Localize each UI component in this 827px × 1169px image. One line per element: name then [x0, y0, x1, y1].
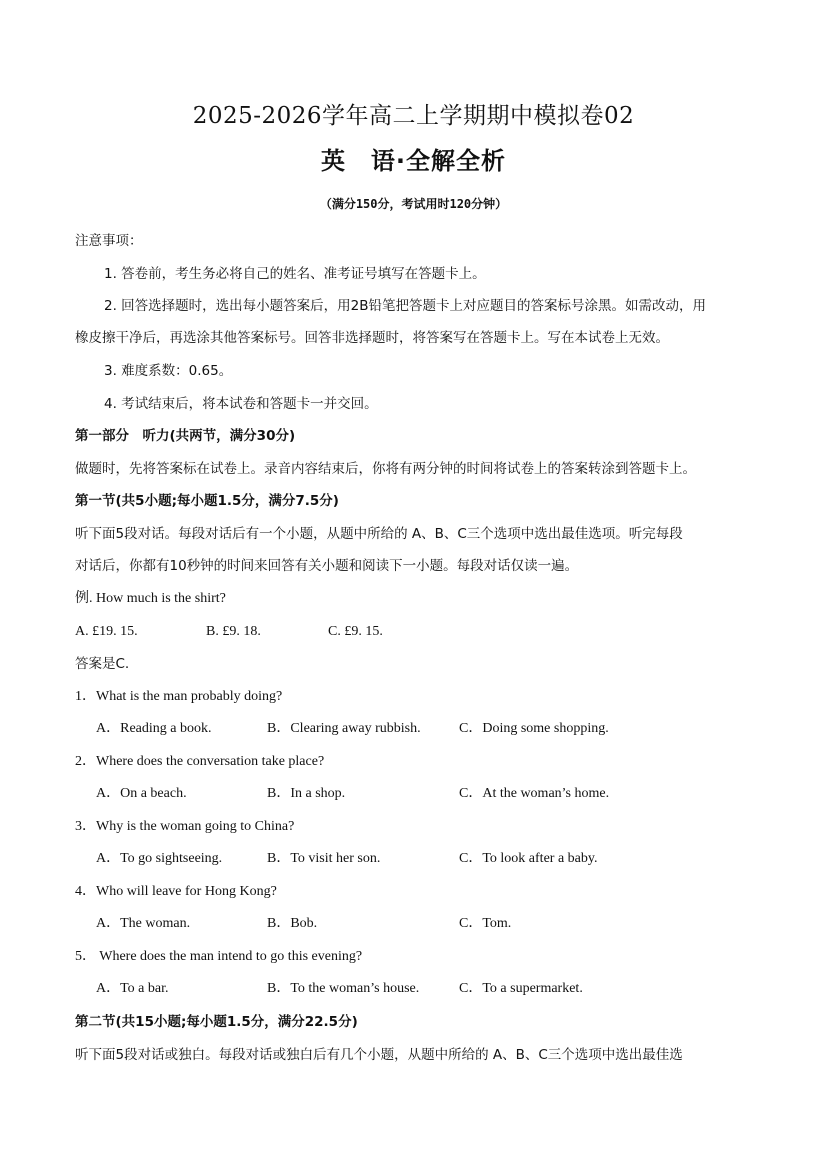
page-title: 2025-2026学年高二上学期期中模拟卷02 — [192, 103, 635, 129]
notice-item-4: 4. 考试结束后，将本试卷和答题卡一并交回。 — [104, 396, 378, 412]
question-3: 3．Why is the woman going to China? — [75, 819, 295, 834]
notice-item-3: 3. 难度系数：0.65。 — [104, 363, 233, 379]
notice-item-2-cont: 橡皮擦干净后，再选涂其他答案标号。回答非选择题时，将答案写在答题卡上。写在本试卷上无效。 — [75, 330, 669, 346]
q3-option-a: A．To go sightseeing. — [96, 851, 223, 866]
notice-heading: 注意事项： — [75, 233, 143, 249]
section1-intro-1: 听下面5段对话。每段对话后有一个小题，从题中所给的 A、B、C三个选项中选出最佳选项。听完每段 — [75, 526, 683, 542]
q2-option-c: C．At the woman’s home. — [459, 786, 610, 801]
q2-option-a: A．On a beach. — [96, 786, 187, 801]
q1-option-b: B．Clearing away rubbish. — [267, 721, 421, 736]
section1-intro-2: 对话后，你都有10秒钟的时间来回答有关小题和阅读下一小题。每段对话仅读一遍。 — [75, 558, 579, 574]
q5-option-a: A．To a bar. — [96, 981, 169, 996]
question-1: 1．What is the man probably doing? — [75, 689, 283, 704]
q5-option-c: C．To a supermarket. — [459, 981, 583, 996]
q3-option-c: C．To look after a baby. — [459, 851, 598, 866]
question-2: 2．Where does the conversation take place? — [75, 754, 325, 769]
q4-option-b: B．Bob. — [267, 916, 318, 931]
page-subtitle: 英 语·全解全析 — [320, 147, 507, 175]
question-5: 5． Where does the man intend to go this evening? — [75, 949, 363, 964]
example-option-b: B. £9. 18. — [206, 624, 261, 639]
q4-option-a: A．The woman. — [96, 916, 191, 931]
q3-option-b: B．To visit her son. — [267, 851, 381, 866]
section2-heading: 第二节(共15小题;每小题1.5分，满分22.5分) — [75, 1014, 358, 1030]
example-option-c: C. £9. 15. — [328, 624, 383, 639]
example-option-a: A. £19. 15. — [75, 624, 138, 639]
q5-option-b: B．To the woman’s house. — [267, 981, 420, 996]
q1-option-c: C．Doing some shopping. — [459, 721, 609, 736]
question-4: 4．Who will leave for Hong Kong? — [75, 884, 277, 899]
section2-intro: 听下面5段对话或独白。每段对话或独白后有几个小题，从题中所给的 A、B、C三个选项中选出最佳选 — [75, 1047, 683, 1063]
exam-meta: （满分150分，考试用时120分钟） — [319, 197, 508, 211]
notice-item-2: 2. 回答选择题时，选出每小题答案后，用2B铅笔把答题卡上对应题目的答案标号涂黑。如需改动，用 — [104, 298, 707, 314]
notice-item-1: 1. 答卷前，考生务必将自己的姓名、准考证号填写在答题卡上。 — [104, 266, 486, 282]
part1-heading: 第一部分 听力(共两节，满分30分) — [75, 428, 296, 444]
part1-intro: 做题时，先将答案标在试卷上。录音内容结束后，你将有两分钟的时间将试卷上的答案转涂到答题卡上。 — [75, 461, 696, 477]
example-question: 例. How much is the shirt? — [75, 591, 226, 606]
example-answer: 答案是C. — [75, 656, 130, 672]
q1-option-a: A．Reading a book. — [96, 721, 212, 736]
q2-option-b: B．In a shop. — [267, 786, 346, 801]
section1-heading: 第一节(共5小题;每小题1.5分，满分7.5分) — [75, 493, 339, 509]
q4-option-c: C．Tom. — [459, 916, 512, 931]
